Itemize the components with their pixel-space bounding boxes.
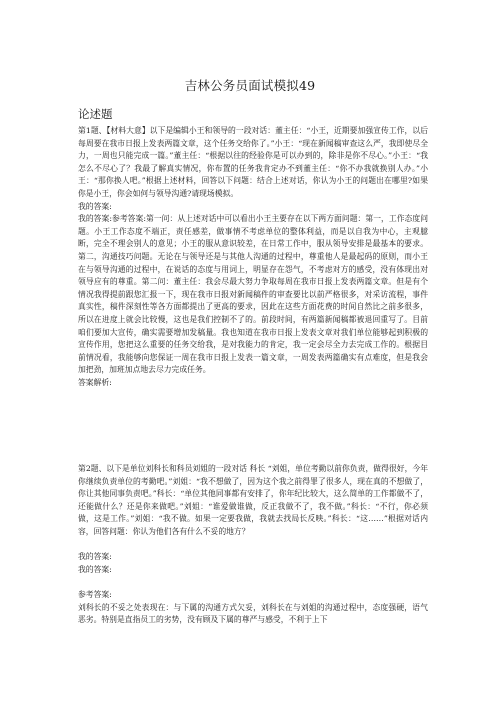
question-1-analysis-label: 答案解析: bbox=[78, 377, 112, 387]
question-2-text: 第2题、以下是单位刘科长和科员刘姐的一段对话 科长 “刘姐，单位考勤以前你负责，做得很好，今年你继续负责单位的考勤吧。”刘姐：“我不想做了，因为这个我之前得罪了很多人，现在真的不想做了，你让其他同事负责吧。”科长：“单位其他同事都有安排了，你年纪比较大，这么简单的工作都做不了，还能做什么？还是你来做吧。”刘姐：“谁爱做谁做，反正我做不了，我不做。”科长：“不行，你必须做，这是工作。”刘姐：“我不做。如果一定要我做，我就去找局长反映。”科长：“这……”根据对话内容，回答问题：你认为他们各有什么不妥的地方？ bbox=[78, 464, 428, 536]
question-1 bbox=[78, 125, 428, 389]
question-2-answer-label-2: 我的答案: bbox=[78, 564, 112, 574]
section-heading: 论述题 bbox=[78, 107, 113, 121]
question-1-reference-answer: 我的答案:参考答案:第一问：从上述对话中可以看出小王主要存在以下两方面问题：第一，工作态度问题。小王工作态度不端正，责任感差，做事情不考虑单位的整体利益，而是以自我为中心，主观臆断，完全不理会别人的意见；小王的服从意识较差，在日常工作中，服从领导安排是最基本的要求。第二，沟通技巧问题。无论在与领导还是与其他人沟通的过程中，尊重他人是最起码的原则，而小王在与领导沟通的过程中，在说话的态度与用词上，明显存在怨气，不考虑对方的感受，没有体现出对领导应有的尊重。第二问：董主任：我会尽最大努力争取每周在我市日报上发表两篇文章。但是有个情况我得提前跟您汇报一下，现在我市日报对新闻稿件的审查要比以前严格很多，对采访流程，事件真实性，稿件深刻性等各方面都提出了更高的要求，因此在这些方面花费的时间自然比之前多很多，所以在进度上就会比较慢，这也是我们控制不了的。前段时间，有两篇新闻稿都被退回重写了。目前咱们要加大宣传，确实需要增加发稿量。我也知道在我市日报上发表文章对我们单位能够起到积极的宣传作用，您把这么重要的任务交给我，是对我能力的肯定，我一定会尽全力去完成工作的。根据目前情况看，我能够向您保证一周在我市日报上发表一篇文章，一周发表两篇确实有点难度，但是我会加把劲，加班加点地去尽力完成任务。 bbox=[78, 214, 428, 375]
question-1-answer-label: 我的答案: bbox=[78, 201, 112, 211]
question-2-reference-answer: 参考答案: 刘科长的不妥之处表现在：与下属的沟通方式欠妥，刘科长在与刘姐的沟通过程中，态度强硬，语气恶劣。特别是直指员工的劣势，没有顾及下属的尊严与感受，不利于上下 bbox=[78, 589, 428, 625]
question-2 bbox=[78, 463, 428, 627]
question-2-answer-label-1: 我的答案: bbox=[78, 552, 112, 562]
page-title: 吉林公务员面试模拟49 bbox=[184, 78, 316, 93]
question-1-text: 第1题、【材料大意】以下是编辑小王和领导的一段对话：董主任：“小王，近期要加强宣传工作，以后每周要在我市日报上发表两篇文章，这个任务交给你了。”小王：“现在新闻稿审查这么严，我即使尽全力，一周也只能完成一篇。”董主任：“根据以往的经验你是可以办到的，除非是你不尽心。”小王：“我怎么不尽心了？我最了解真实情况，你布置的任务我肯定办不到董主任：“你不办我就换别人办。”小王：“那你换人吧。”根据上述材料，回答以下问题：结合上述对话，你认为小王的问题出在哪里?如果你是小王，你会如何与领导沟通?请现场模拟。 bbox=[78, 126, 428, 198]
